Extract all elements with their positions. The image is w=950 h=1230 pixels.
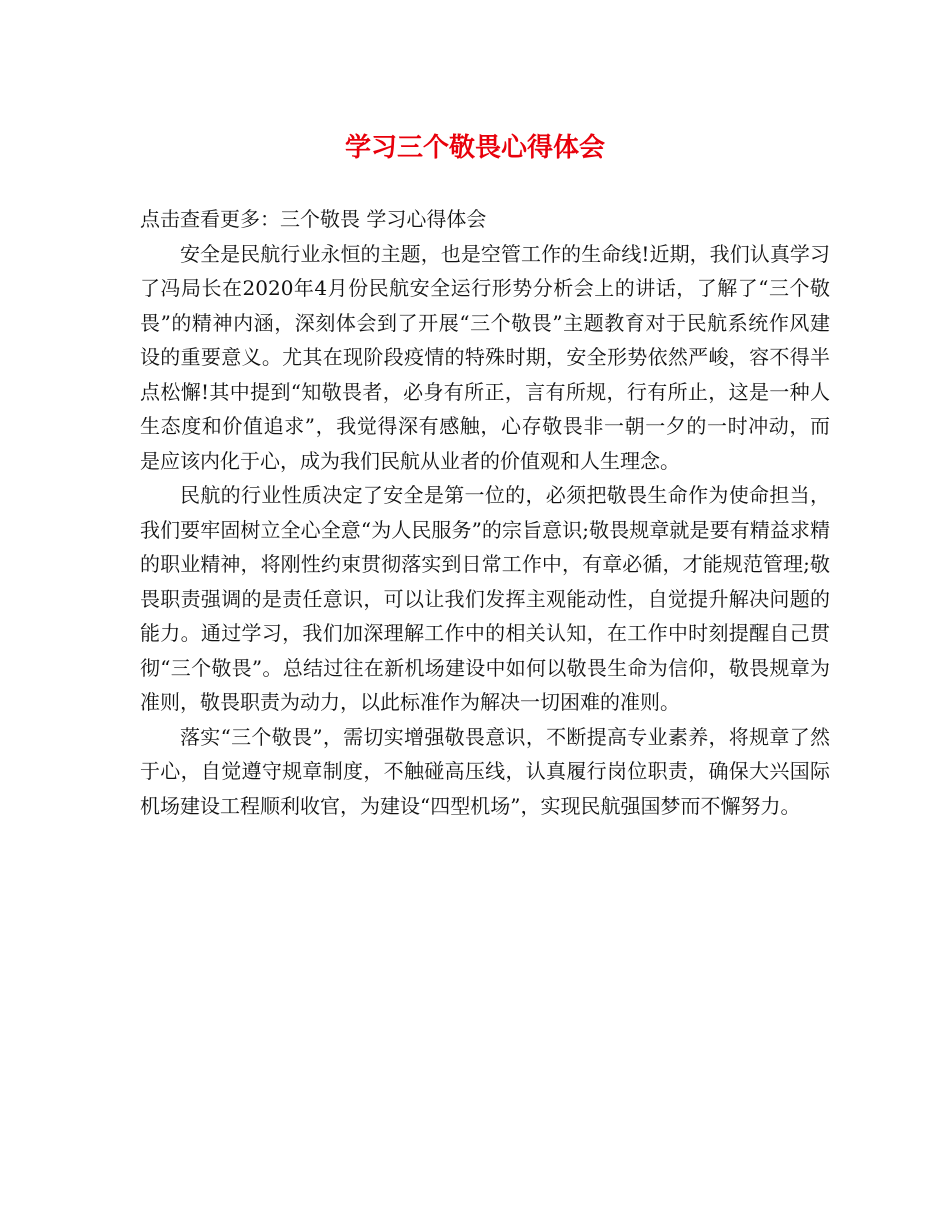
paragraph-2: 民航的行业性质决定了安全是第一位的，必须把敬畏生命作为使命担当，我们要牢固树立全心全意“为人民服务”的宗旨意识;敬畏规章就是要有精益求精的职业精神，将刚性约束贯彻落实到日常工作中，有章必循，才能规范管理;敬畏职责强调的是责任意识，可以让我们发挥主观能动性，自觉提升解决问题的能力。通过学习，我们加深理解工作中的相关认知，在工作中时刻提醒自己贯彻“三个敬畏”。总结过往在新机场建设中如何以敬畏生命为信仰，敬畏规章为准则，敬畏职责为动力，以此标准作为解决一切困难的准则。 [140,483,830,714]
paragraph-3: 落实“三个敬畏”，需切实增强敬畏意识，不断提高专业素养，将规章了然于心，自觉遵守规章制度，不触碰高压线，认真履行岗位职责，确保大兴国际机场建设工程顺利收官，为建设“四型机场”，实现民航强国梦而不懈努力。 [140,724,830,818]
paragraph-1: 安全是民航行业永恒的主题，也是空管工作的生命线!近期，我们认真学习了冯局长在2020年4月份民航安全运行形势分析会上的讲话，了解了“三个敬畏”的精神内涵，深刻体会到了开展“三个敬畏”主题教育对于民航系统作风建设的重要意义。尤其在现阶段疫情的特殊时期，安全形势依然严峻，容不得半点松懈!其中提到“知敬畏者，必身有所正，言有所规，行有所止，这是一种人生态度和价值追求”，我觉得深有感触，心存敬畏非一朝一夕的一时冲动，而是应该内化于心，成为我们民航从业者的价值观和人生理念。 [140,241,830,473]
document-body [140,202,830,823]
more-link-line[interactable]: 点击查看更多：三个敬畏 学习心得体会 [140,207,487,231]
document-title: 学习三个敬畏心得体会 [344,133,605,163]
